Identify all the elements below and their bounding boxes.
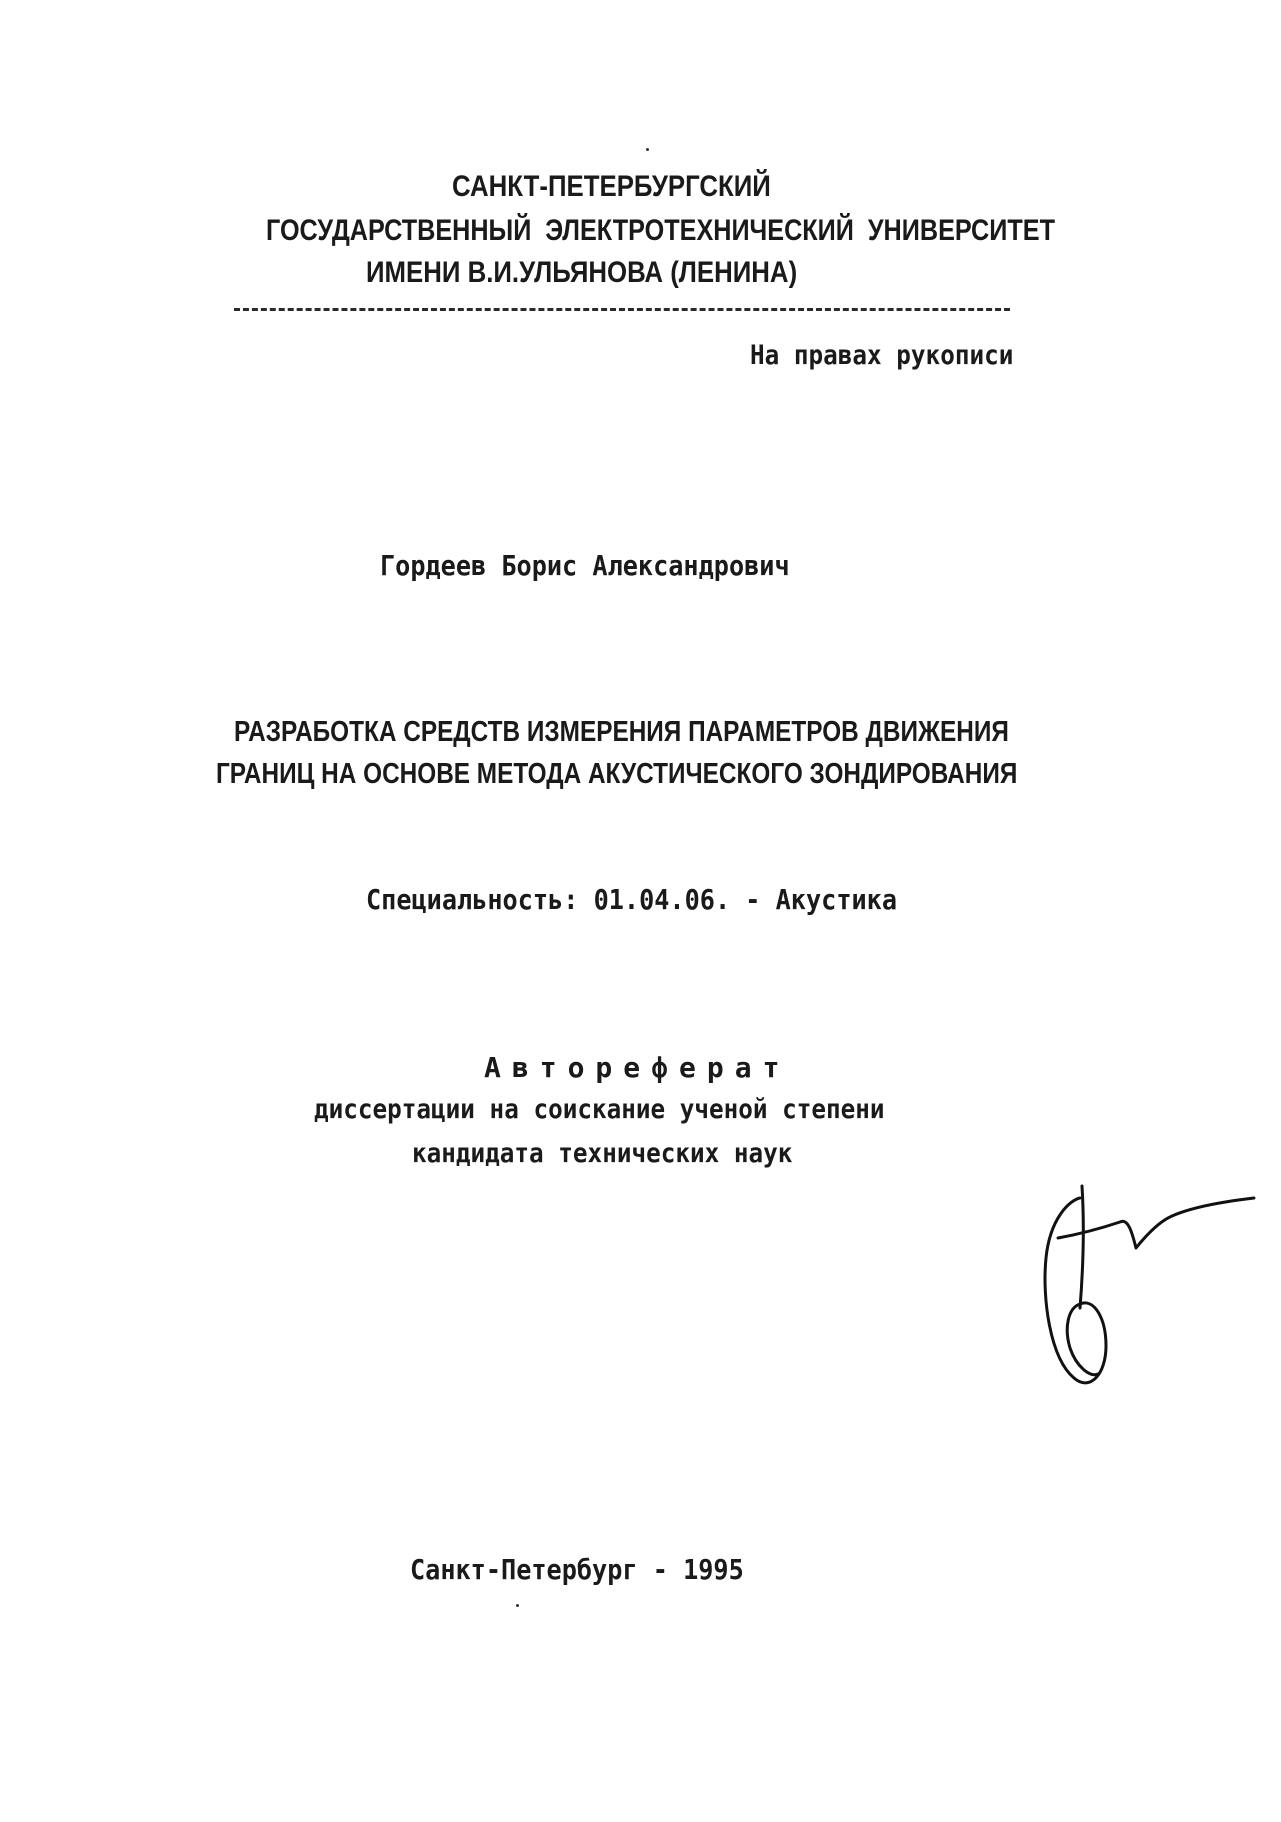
- institution-line-3: ИМЕНИ В.И.УЛЬЯНОВА (ЛЕНИНА): [366, 256, 798, 289]
- work-type-heading: Автореферат: [484, 1051, 791, 1084]
- thesis-title-line-2: ГРАНИЦ НА ОСНОВЕ МЕТОДА АКУСТИЧЕСКОГО ЗОНДИРОВАНИЯ: [216, 758, 1018, 790]
- specialty: Специальность: 01.04.06. - Акустика: [366, 883, 898, 916]
- author-name: Гордеев Борис Александрович: [380, 549, 790, 582]
- work-type-line-1: диссертации на соискание ученой степени: [314, 1094, 885, 1125]
- institution-line-2: ГОСУДАРСТВЕННЫЙ ЭЛЕКТРОТЕХНИЧЕСКИЙ УНИВЕРСИТЕТ: [266, 214, 1055, 247]
- handwritten-signature: [1040, 1178, 1280, 1398]
- dashed-separator: [234, 308, 1010, 311]
- scan-speck: [516, 1604, 519, 1607]
- thesis-title-line-1: РАЗРАБОТКА СРЕДСТВ ИЗМЕРЕНИЯ ПАРАМЕТРОВ ДВИЖЕНИЯ: [234, 716, 1009, 748]
- city-year: Санкт-Петербург - 1995: [410, 1553, 744, 1586]
- scan-speck: [646, 148, 649, 151]
- institution-line-1: САНКТ-ПЕТЕРБУРГСКИЙ: [452, 170, 771, 203]
- rights-note: На правах рукописи: [750, 340, 1014, 371]
- work-type-line-2: кандидата технических наук: [412, 1138, 793, 1169]
